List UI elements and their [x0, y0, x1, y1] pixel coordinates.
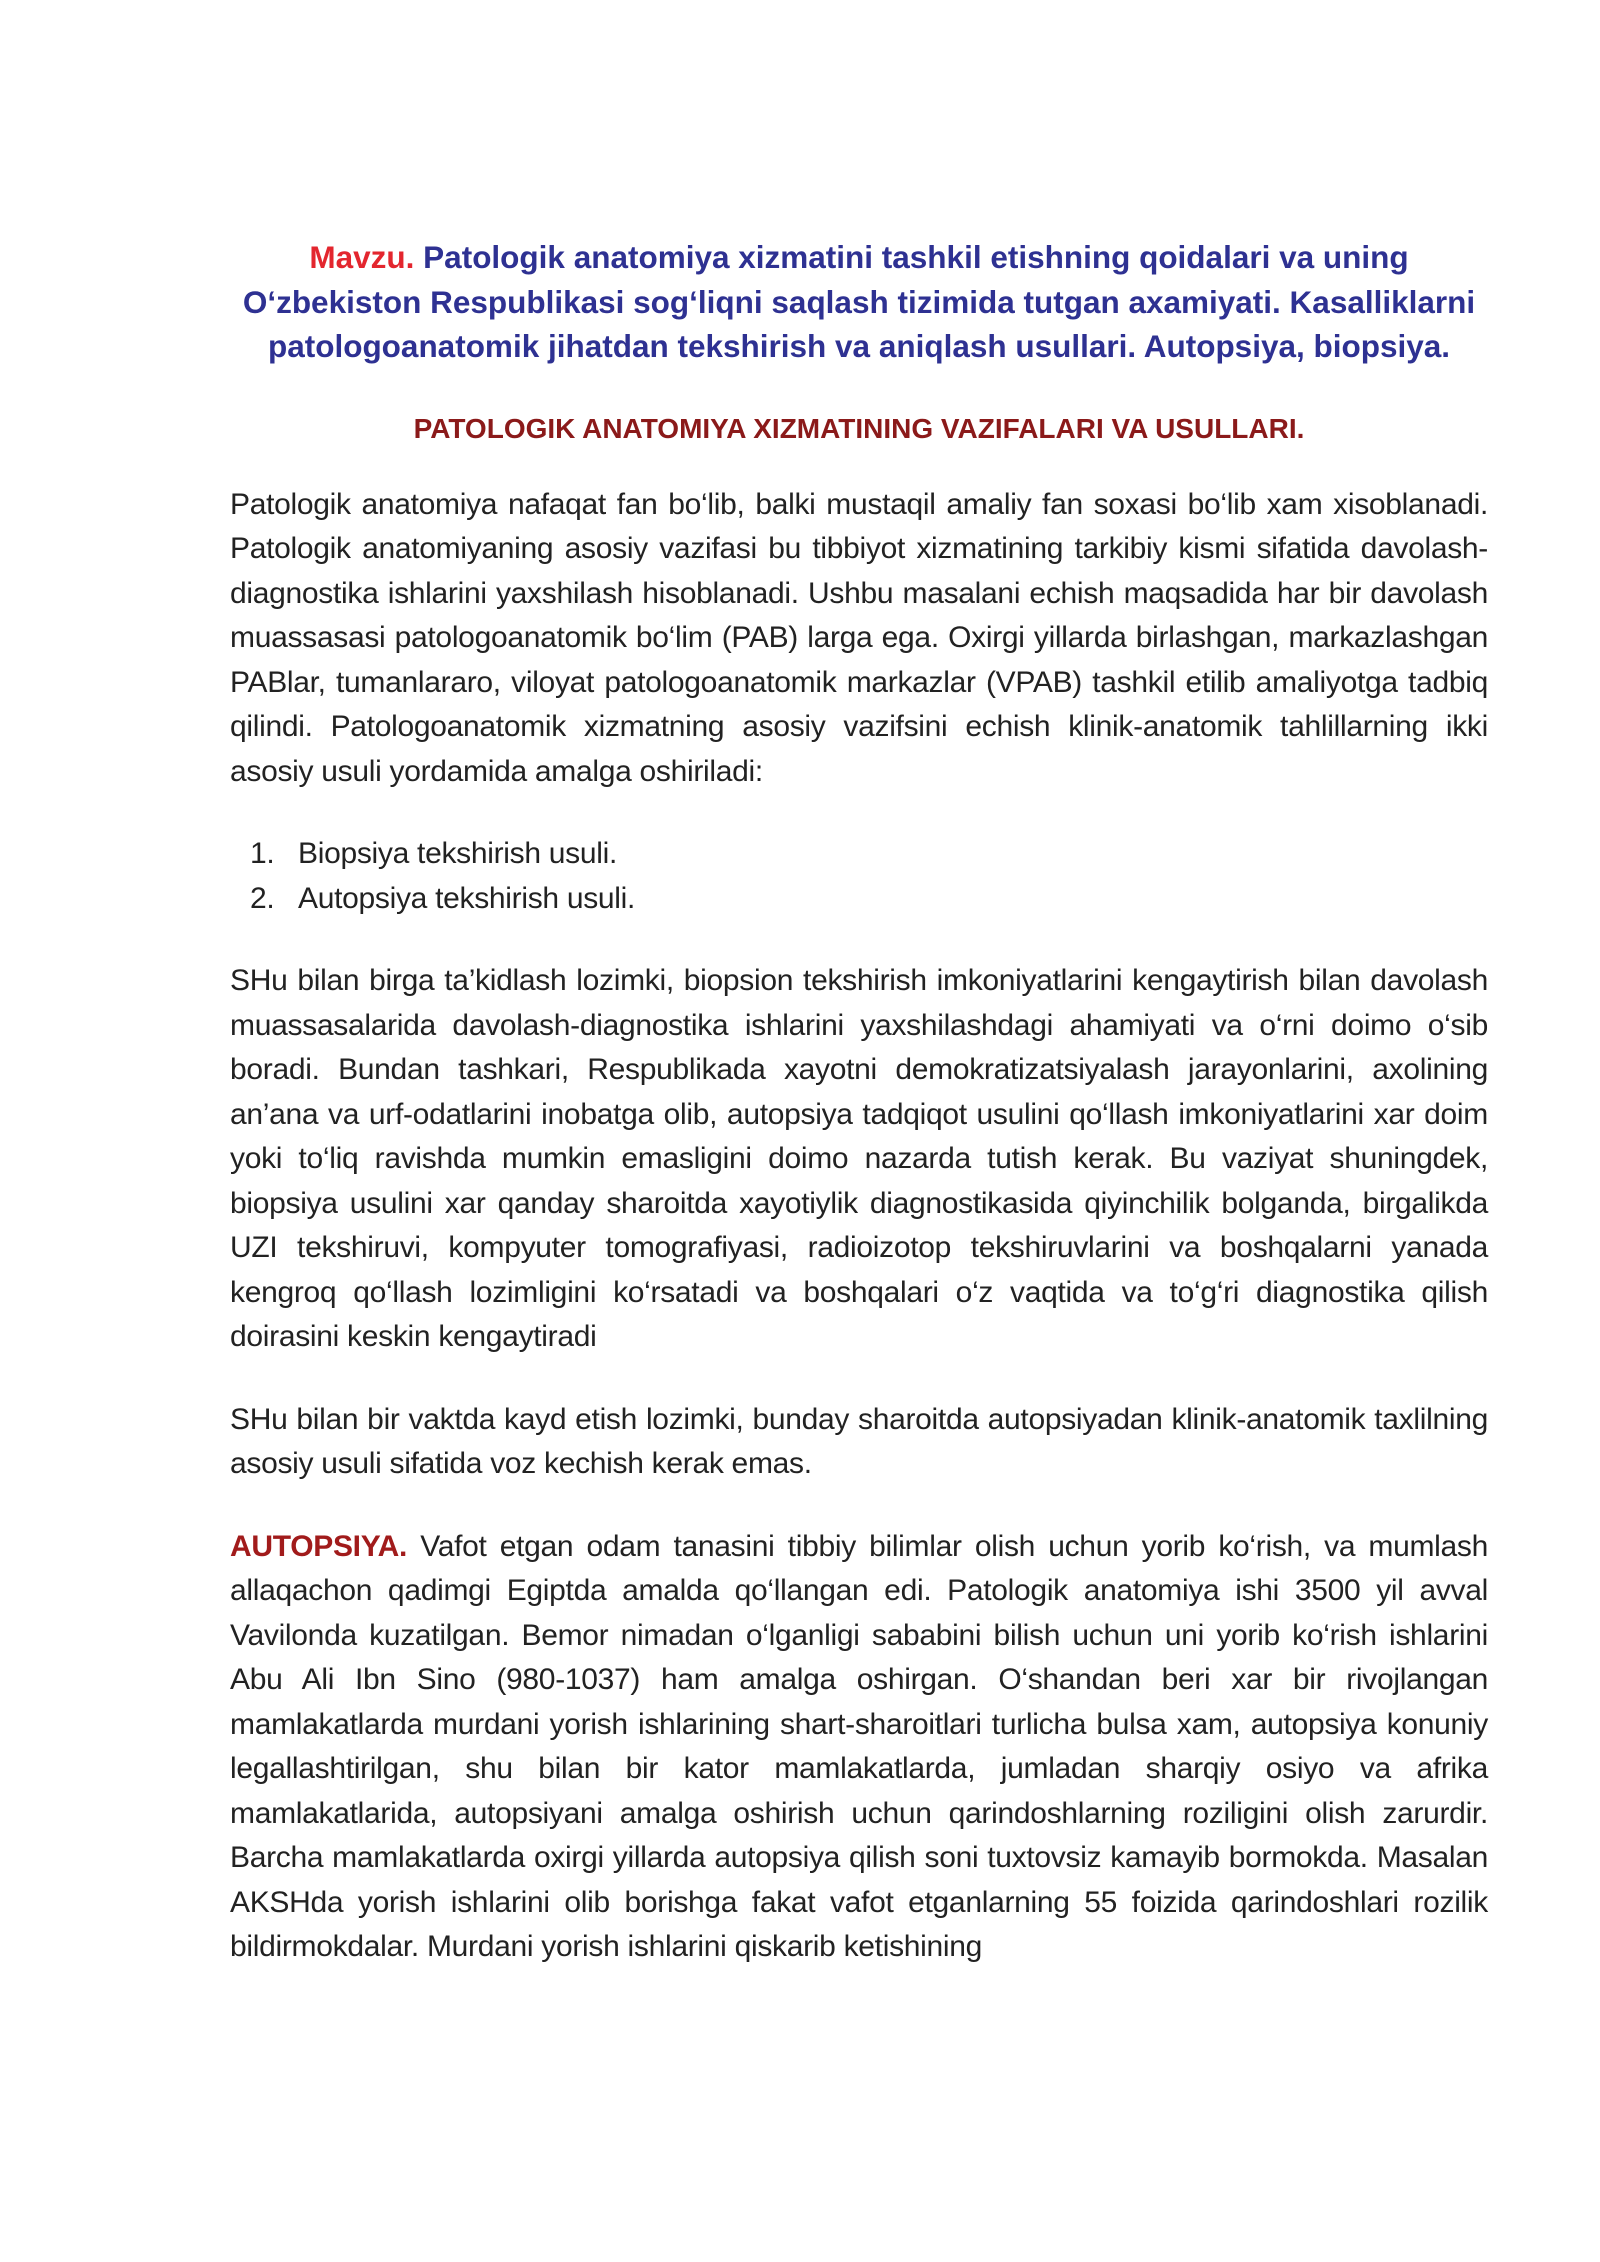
autopsy-heading: AUTOPSIYA. [230, 1529, 408, 1563]
methods-list [230, 832, 1488, 921]
list-item-text: Biopsiya tekshirish usuli. [298, 837, 618, 870]
paragraph-autopsy [230, 1525, 1488, 1970]
list-item [250, 877, 1488, 922]
title-line-1-text: Patologik anatomiya xizmatini tashkil etishning qoidalari va uning [423, 239, 1409, 275]
paragraph-autopsy-note: SHu bilan bir vaktda kayd etish lozimki, bunday sharoitda autopsiyadan klinik-anatomik taxlilning asosiy usuli sifatida voz kechish kerak emas. [230, 1402, 1488, 1480]
title-line-3: patologoanatomik jihatdan tekshirish va aniqlash usullari. Autopsiya, biopsiya. [267, 328, 1451, 364]
list-item-number: 1. [250, 837, 275, 870]
list-item-number: 2. [250, 881, 275, 915]
list-item [250, 832, 1488, 877]
paragraph-biopsy: SHu bilan birga ta’kidlash lozimki, biopsion tekshirish imkoniyatlarini kengaytirish bilan davolash muassasalarida davolash-diagnostika ishlarini yaxshilashdagi ahamiyati va o‘rni doimo o‘sib boradi. Bundan tashkari, Respublikada xayotni demokratizatsiyalash jarayonlarini, axolining an’ana va urf-odatlarini inobatga olib, autopsiya tadqiqot usulini qo‘llash imkoniyatlarini xar doim yoki to‘liq ravishda mumkin emasligini doimo nazarda tutish kerak. Bu vaziyat shuningdek, biopsiya usulini xar qanday sharoitda xayotiylik diagnostikasida qiyinchilik bolganda, birgalikda UZI tekshiruvi, kompyuter tomografiyasi, radioizotop tekshiruvlarini va boshqalarni yanada kengroq qo‘llash lozimligini ko‘rsatadi va boshqalari o‘z vaqtida va to‘g‘ri diagnostika qilish doirasini keskin kengaytiradi [230, 964, 1488, 1353]
list-item-text: Autopsiya tekshirish usuli. [298, 881, 636, 915]
section-heading: PATOLOGIK ANATOMIYA XIZMATINING VAZIFALARI VA USULLARI. [413, 412, 1305, 444]
paragraph-intro: Patologik anatomiya nafaqat fan bo‘lib, balki mustaqil amaliy fan soxasi bo‘lib xam xisoblanadi. Patologik anatomiyaning asosiy vazifasi bu tibbiyot xizmatining tarkibiy kismi sifatida davolash-diagnostika ishlarini yaxshilash hisoblanadi. Ushbu masalani echish maqsadida har bir davolash muassasasi patologoanatomik bo‘lim (PAB) larga ega. Oxirgi yillarda birlashgan, markazlashgan PABlar, tumanlararo, viloyat patologoanatomik markazlar (VPAB) tashkil etilib amaliyotga tadbiq qilindi. Patologoanatomik xizmatning asosiy vazifsini echish klinik-anatomik tahlillarning ikki asosiy usuli yordamida amalga oshiriladi: [230, 487, 1488, 788]
document-title [230, 235, 1488, 369]
title-lead: Mavzu. [309, 239, 415, 275]
autopsy-text: Vafot etgan odam tanasini tibbiy bilimlar olish uchun yorib ko‘rish, va mumlash allaqachon qadimgi Egiptda amalda qo‘llangan edi. Patologik anatomiya ishi 3500 yil avval Vavilonda kuzatilgan. Bemor nimadan o‘lganligi sababini bilish uchun uni yorib ko‘rish ishlarini Abu Ali Ibn Sino (980-1037) ham amalga oshirgan. O‘shandan beri xar bir rivojlangan mamlakatlarda murdani yorish ishlarining shart-sharoitlari turlicha bulsa xam, autopsiya konuniy legallashtirilgan, shu bilan bir kator mamlakatlarda, jumladan sharqiy osiyo va afrika mamlakatlarida, autopsiyani amalga oshirish uchun qarindoshlarning roziligini olish zarurdir. Barcha mamlakatlarda oxirgi yillarda autopsiya qilish soni tuxtovsiz kamayib bormokda. Masalan AKSHda yorish ishlarini olib borishga fakat vafot etganlarning 55 foizida qarindoshlari rozilik bildirmokdalar. Murdani yorish ishlarini qiskarib ketishining [230, 1529, 1488, 1963]
title-line-1 [230, 235, 1488, 280]
title-line-2: O‘zbekiston Respublikasi sog‘liqni saqlash tizimida tutgan axamiyati. Kasalliklarni [242, 283, 1476, 320]
